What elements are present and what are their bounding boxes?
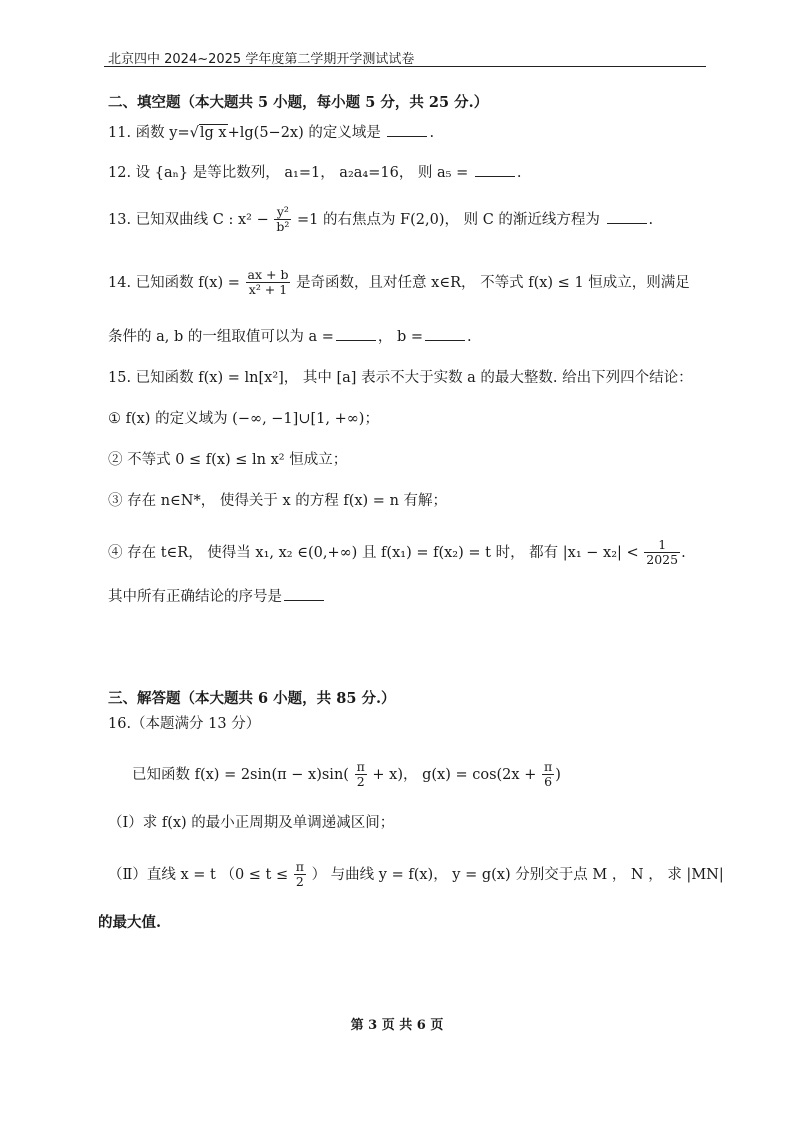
q16-part2 bbox=[108, 860, 724, 890]
page-footer: 第 3 页 共 6 页 bbox=[350, 1018, 444, 1033]
q16-frac-pi-6 bbox=[542, 760, 554, 790]
section3-heading: 三、解答题（本大题共 6 小题，共 85 分.） bbox=[108, 690, 396, 707]
q11-sqrt-content: lg x bbox=[199, 125, 227, 141]
q15-ask-text: 其中所有正确结论的序号是 bbox=[108, 589, 282, 605]
answer-blank bbox=[284, 588, 324, 601]
q12-number: 12. bbox=[108, 165, 132, 181]
q14-text-a: 已知函数 f(x) = bbox=[135, 274, 240, 291]
question-13 bbox=[108, 205, 653, 235]
q16-given-a: 已知函数 f(x) = 2sin(π − x)sin( bbox=[132, 766, 349, 783]
q16-given-end: ) bbox=[555, 766, 561, 783]
question-14-line2 bbox=[108, 328, 472, 346]
frac-den: 6 bbox=[544, 774, 553, 790]
q16-title: 16.（本题满分 13 分） bbox=[108, 716, 261, 732]
question-12 bbox=[108, 164, 521, 182]
q13-number: 13. bbox=[108, 211, 132, 228]
answer-blank-a bbox=[336, 328, 376, 341]
q16-frac-pi-2 bbox=[355, 760, 367, 790]
frac-den: 2 bbox=[295, 874, 304, 890]
q14-frac-den: x² + 1 bbox=[248, 282, 288, 298]
q15-conclusion-2: ② 不等式 0 ≤ f(x) ≤ ln x² 恒成立； bbox=[108, 452, 348, 468]
answer-blank bbox=[387, 124, 427, 137]
q14-line2-b: ， b = bbox=[377, 329, 424, 345]
q11-text-a: 函数 y= bbox=[135, 125, 190, 141]
q16-given-b: + x)， g(x) = cos(2x + bbox=[372, 766, 537, 783]
q13-text-a: 已知双曲线 C : x² − bbox=[135, 211, 269, 228]
question-11 bbox=[108, 124, 434, 142]
q15-c4-frac-den: 2025 bbox=[646, 552, 679, 568]
q16-part2-a: （Ⅱ）直线 x = t （0 ≤ t ≤ bbox=[108, 866, 289, 883]
frac-num: π bbox=[543, 759, 553, 774]
q16-part1: （Ⅰ）求 f(x) 的最小正周期及单调递减区间； bbox=[108, 815, 395, 831]
sqrt-symbol: √ bbox=[189, 125, 199, 141]
q13-frac-num: y² bbox=[274, 205, 291, 220]
q13-frac-den: b² bbox=[276, 219, 290, 235]
q11-number: 11. bbox=[108, 125, 132, 141]
q14-end: . bbox=[467, 329, 472, 345]
frac-num: π bbox=[356, 759, 365, 774]
q13-end: . bbox=[648, 211, 654, 228]
q13-fraction bbox=[274, 205, 291, 235]
q15-c4-text: ④ 存在 t∈R， 使得当 x₁, x₂ ∈(0,+∞) 且 f(x₁) = f(x₂) = t 时， 都有 |x₁ − x₂| < bbox=[108, 544, 639, 561]
question-15 bbox=[108, 370, 693, 387]
answer-blank bbox=[475, 164, 515, 177]
document-header: 北京四中 2024~2025 学年度第二学期开学测试试卷 bbox=[108, 52, 415, 67]
q15-c4-fraction bbox=[644, 538, 680, 568]
q13-text-b: =1 的右焦点为 F(2,0)， 则 C 的渐近线方程为 bbox=[296, 211, 600, 228]
q11-end: . bbox=[429, 125, 435, 141]
answer-blank bbox=[607, 211, 647, 224]
q14-frac-num: ax + b bbox=[247, 267, 289, 282]
answer-blank-b bbox=[425, 328, 465, 341]
q15-number: 15. bbox=[108, 370, 132, 386]
section2-heading: 二、填空题（本大题共 5 小题，每小题 5 分，共 25 分.） bbox=[108, 94, 489, 111]
q15-c4-frac-num: 1 bbox=[644, 538, 680, 553]
question-14 bbox=[108, 268, 690, 298]
q16-part2-frac bbox=[294, 860, 306, 890]
q15-ask bbox=[108, 588, 326, 606]
q16-given bbox=[132, 760, 561, 790]
header-divider bbox=[104, 66, 706, 67]
q16-part2-line2: 的最大值. bbox=[98, 914, 162, 931]
q11-text-b: +lg(5−2x) 的定义域是 bbox=[227, 125, 381, 141]
q14-fraction bbox=[246, 268, 291, 298]
q15-c4-end: . bbox=[681, 544, 686, 561]
q15-conclusion-3: ③ 存在 n∈N*， 使得关于 x 的方程 f(x) = n 有解； bbox=[108, 493, 448, 509]
q14-number: 14. bbox=[108, 274, 132, 291]
q16-part2-b: ） 与曲线 y = f(x)， y = g(x) 分别交于点 M ， N ， 求 |MN| bbox=[311, 866, 724, 883]
q14-line2-a: 条件的 a, b 的一组取值可以为 a = bbox=[108, 329, 334, 345]
frac-den: 2 bbox=[356, 774, 365, 790]
q15-text: 已知函数 f(x) = ln[x²]， 其中 [a] 表示不大于实数 a 的最大整数. 给出下列四个结论： bbox=[135, 370, 693, 386]
q14-text-b: 是奇函数，且对任意 x∈R， 不等式 f(x) ≤ 1 恒成立，则满足 bbox=[296, 274, 690, 291]
q15-conclusion-1: ① f(x) 的定义域为 (−∞, −1]∪[1, +∞)； bbox=[108, 411, 379, 427]
q12-text: 设 {aₙ} 是等比数列， a₁=1， a₂a₄=16， 则 a₅ = bbox=[135, 165, 469, 181]
q15-conclusion-4 bbox=[108, 538, 686, 568]
q12-end: . bbox=[516, 165, 522, 181]
frac-num: π bbox=[295, 859, 304, 874]
